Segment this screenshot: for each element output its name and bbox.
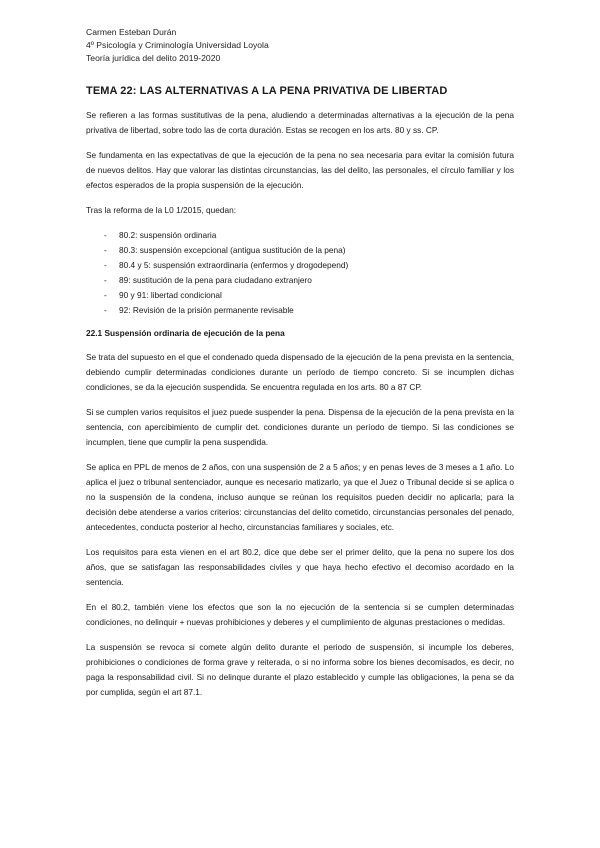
alternatives-list: [86, 228, 514, 318]
list-item: - 90 y 91: libertad condicional: [86, 288, 514, 303]
paragraph: Si se cumplen varios requisitos el juez puede suspender la pena. Dispensa de la ejecución de la pena prevista en la sentencia, con apercibimiento de cumplir det. condiciones durante un período de tiempo. Si las condiciones se incumplen, tiene que cumplir la pena suspendida.: [86, 407, 514, 447]
course-name: Teoría jurídica del delito 2019-2020: [86, 53, 221, 63]
paragraph: Se aplica en PPL de menos de 2 años, con una suspensión de 2 a 5 años; y en penas leves de 3 meses a 1 año. Lo aplica el juez o tribunal sentenciador, aunque es necesario matizarlo, ya que el Juez o Tribunal decide si se aplica o no la suspensión de la condena, incluso aunque se reúnan los requisitos pueden decidir no aplicarla; para la decisión debe atenderse a varios criterios: circunstancias del delito cometido, circunstancias personales del penado, antecedentes, conducta posterior al hecho, circunstancias familiares y sociales, etc.: [86, 462, 514, 532]
list-item: - 80.4 y 5: suspensión extraordinaria (enfermos y drogodepend): [86, 258, 514, 273]
list-item: - 80.2: suspensión ordinaria: [86, 228, 514, 243]
program-name: 4º Psicología y Criminología Universidad Loyola: [86, 40, 269, 50]
list-item: - 92: Revisión de la prisión permanente revisable: [86, 303, 514, 318]
section-title: 22.1 Suspensión ordinaria de ejecución de la pena: [86, 328, 285, 338]
page-title: TEMA 22: LAS ALTERNATIVAS A LA PENA PRIVATIVA DE LIBERTAD: [86, 85, 448, 97]
paragraph: Tras la reforma de la L0 1/2015, quedan:: [86, 205, 237, 215]
paragraph: Se trata del supuesto en el que el condenado queda dispensado de la ejecución de la pena prevista en la sentencia, debiendo cumplir determinadas condiciones durante un período de tiempo concreto. Si se incumplen dichas condiciones, se da la ejecución suspendida. Se encuentra regulada en los arts. 80 a 87 CP.: [86, 352, 514, 392]
list-item: - 80.3: suspensión excepcional (antigua sustitución de la pena): [86, 243, 514, 258]
paragraph: Se fundamenta en las expectativas de que la ejecución de la pena no sea necesaria para evitar la comisión futura de nuevos delitos. Hay que valorar las distintas circunstancias, las del delito, las personales, el círculo familiar y los efectos esperados de la propia suspensión de la ejecución.: [86, 150, 514, 190]
list-item: - 89: sustitución de la pena para ciudadano extranjero: [86, 273, 514, 288]
paragraph: Los requisitos para esta vienen en el art 80.2, dice que debe ser el primer delito, que la pena no supere los dos años, que se satisfagan las responsabilidades civiles y que haya hecho efectivo el decomiso acordado en la sentencia.: [86, 547, 514, 587]
paragraph: La suspensión se revoca si comete algún delito durante el periodo de suspensión, si incumple los deberes, prohibiciones o condiciones de forma grave y reiterada, o si no informa sobre los bienes decomisados, es decir, no paga la responsabilidad civil. Si no delinque durante el plazo establecido y cumple las obligaciones, la pena se da por cumplida, según el art 87.1.: [86, 642, 514, 697]
paragraph: Se refieren a las formas sustitutivas de la pena, aludiendo a determinadas alternativas a la ejecución de la pena privativa de libertad, sobre todo las de corta duración. Estas se recogen en los arts. 80 y ss. CP.: [86, 110, 514, 135]
author-name: Carmen Esteban Durán: [86, 27, 177, 37]
paragraph: En el 80.2, también viene los efectos que son la no ejecución de la sentencia si se cumplen determinadas condiciones, no delinquir + nuevas prohibiciones y deberes y el cumplimiento de algunas prestaciones o medidas.: [86, 602, 514, 627]
document-header: [86, 26, 514, 65]
